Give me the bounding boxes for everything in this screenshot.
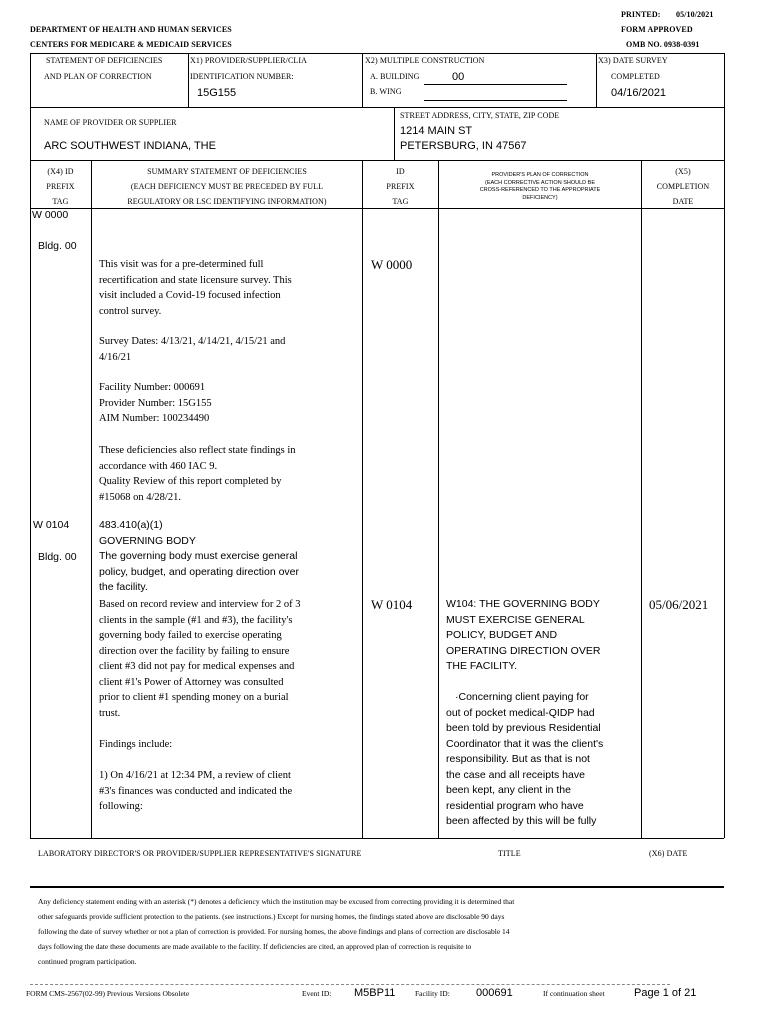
department-name: DEPARTMENT OF HEALTH AND HUMAN SERVICES [30,25,232,34]
survey-dates-paragraph: Survey Dates: 4/13/21, 4/14/21, 4/15/21 and 4/16/21 [99,336,286,363]
table-right [724,160,725,838]
disclaimer: Any deficiency statement ending with an asterisk (*) denotes a deficiency which the institution may be excused from correcting providing it is determined that other safeguards provide sufficient protection to the patients. (see instructions.) Except for nursing homes, the findings stated above are disclosable 90 days following the date of survey whether or not a plan of correction is provided. For nursing homes, the above findings and plans of correction are disclosable 14 days following the date these documents are made available to the facility. If deficiencies are cited, an approved plan of correction is requisite to continued program participation. [38,897,515,966]
provider-name-label: NAME OF PROVIDER OR SUPPLIER [44,118,177,127]
bldg-w0104: Bldg. 00 [38,551,77,563]
signature-rule [30,886,724,888]
printed-label: PRINTED: [621,10,661,19]
id-tag-w0000: W 0000 [371,257,413,272]
id-box-left [30,53,31,108]
plan-heading: W104: THE GOVERNING BODY MUST EXERCISE GENERAL POLICY, BUDGET AND OPERATING DIRECTION OVER THE FACILITY. [446,598,601,672]
id-box-right [724,53,725,108]
visit-paragraph: This visit was for a pre-determined full recertification and state licensure survey. This visit included a Covid-19 focused infection control survey. [99,259,292,317]
event-id: M5BP11 [354,987,396,999]
facility-id: 000691 [476,987,513,999]
x3-label-2: COMPLETED [611,72,660,81]
printed-date: 05/10/2021 [676,10,714,19]
id-tag-w0104: W 0104 [371,597,413,612]
id-box-div2 [362,53,363,108]
client-finances-paragraph: 1) On 4/16/21 at 12:34 PM, a review of client #3's finances was conducted and indicated the following: [99,770,293,812]
continuation-label: If continuation sheet [543,989,605,998]
id-box-top [30,53,724,54]
provider-box-left [30,107,31,160]
col-header-id: ID PREFIX TAG [386,167,415,206]
col-plan-right [641,160,642,838]
plan-paragraph: ·Concerning client paying for out of pocket medical-QIDP had been told by previous Residential Coordinator that it was the client's responsibility. But as that is not the case and all receipts have been kept, any client in the residential program who have been affected by this will be fully [446,691,604,827]
col-header-summary: SUMMARY STATEMENT OF DEFICIENCIES (EACH DEFICIENCY MUST BE PRECEDED BY FULL REGULATORY OR LSC IDENTIFYING INFORMATION) [127,167,327,206]
id-box-div1 [188,53,189,108]
tag-w0104: W 0104 [33,519,70,531]
provider-name: ARC SOUTHWEST INDIANA, THE [44,140,216,152]
col-header-x4: (X4) ID PREFIX TAG [46,167,75,206]
x3-label: X3) DATE SURVEY [598,56,668,65]
provider-box-div [394,107,395,160]
title-label: TITLE [498,849,521,858]
state-findings-paragraph: These deficiencies also reflect state findings in accordance with 460 IAC 9. Quality Review of this report completed by #15068 on 4/28/21. [99,445,296,503]
id-box-bottom [30,107,724,108]
address-label: STREET ADDRESS, CITY, STATE, ZIP CODE [400,111,560,120]
provider-box-right [724,107,725,160]
completion-date: 05/06/2021 [649,597,709,612]
event-id-label: Event ID: [302,989,332,998]
bldg-w0000: Bldg. 00 [38,240,77,252]
footer-rule [30,984,670,985]
table-bottom [30,838,724,839]
x6-date-label: (X6) DATE [649,849,688,858]
omb-number: OMB NO. 0938-0391 [626,40,700,49]
city-state-zip: PETERSBURG, IN 47567 [400,140,527,152]
x1-label-2: IDENTIFICATION NUMBER: [190,72,294,81]
facility-id-label: Facility ID: [415,989,450,998]
facility-numbers-paragraph: Facility Number: 000691 Provider Number: 15G155 AIM Number: 100234490 [99,382,212,424]
x1-label: X1) PROVIDER/SUPPLIER/CLIA [190,56,308,65]
col-summary-right [362,160,363,838]
page-number: Page 1 of 21 [634,987,697,999]
regulation-text: 483.410(a)(1) GOVERNING BODY The governing body must exercise general policy, budget, and operating direction over the facility. [99,519,300,593]
statement-label-1: STATEMENT OF DEFICIENCIES [46,56,163,65]
survey-date: 04/16/2021 [611,87,667,99]
centers-name: CENTERS FOR MEDICARE & MEDICAID SERVICES [30,40,232,49]
col-header-plan: PROVIDER'S PLAN OF CORRECTION (EACH CORRECTIVE ACTION SHOULD BE CROSS-REFERENCED TO THE APPROPRIATE DEFICIENCY) [479,172,601,201]
col-x4-right [91,160,92,838]
findings-include: Findings include: [99,739,173,750]
wing-underline [424,100,567,101]
col-id-right [438,160,439,838]
building-value: 00 [452,71,465,83]
record-review-paragraph: Based on record review and interview for 2 of 3 clients in the sample (#1 and #3), the facility's governing body failed to exercise operating direction over the facility by failing to ensure client #3 did not pay for medical expenses and client #1's Power of Attorney was consulted prior to client #1 spending money on a burial trust. [99,599,301,719]
col-header-x5: (X5) COMPLETION DATE [656,167,710,206]
x2-label: X2) MULTIPLE CONSTRUCTION [365,56,485,65]
id-box-div3 [596,53,597,108]
building-underline [424,84,567,85]
signature-label: LABORATORY DIRECTOR'S OR PROVIDER/SUPPLIER REPRESENTATIVE'S SIGNATURE [38,849,362,858]
table-left [30,160,31,838]
street-address: 1214 MAIN ST [400,125,473,137]
form-approved: FORM APPROVED [621,25,693,34]
statement-label-2: AND PLAN OF CORRECTION [44,72,152,81]
tag-w0000: W 0000 [32,209,69,221]
provider-number: 15G155 [197,87,237,99]
wing-label: B. WING [370,87,402,96]
building-label: A. BUILDING [370,72,420,81]
provider-box-bottom [30,160,724,161]
form-number: FORM CMS-2567(02-99) Previous Versions Obsolete [26,989,190,998]
